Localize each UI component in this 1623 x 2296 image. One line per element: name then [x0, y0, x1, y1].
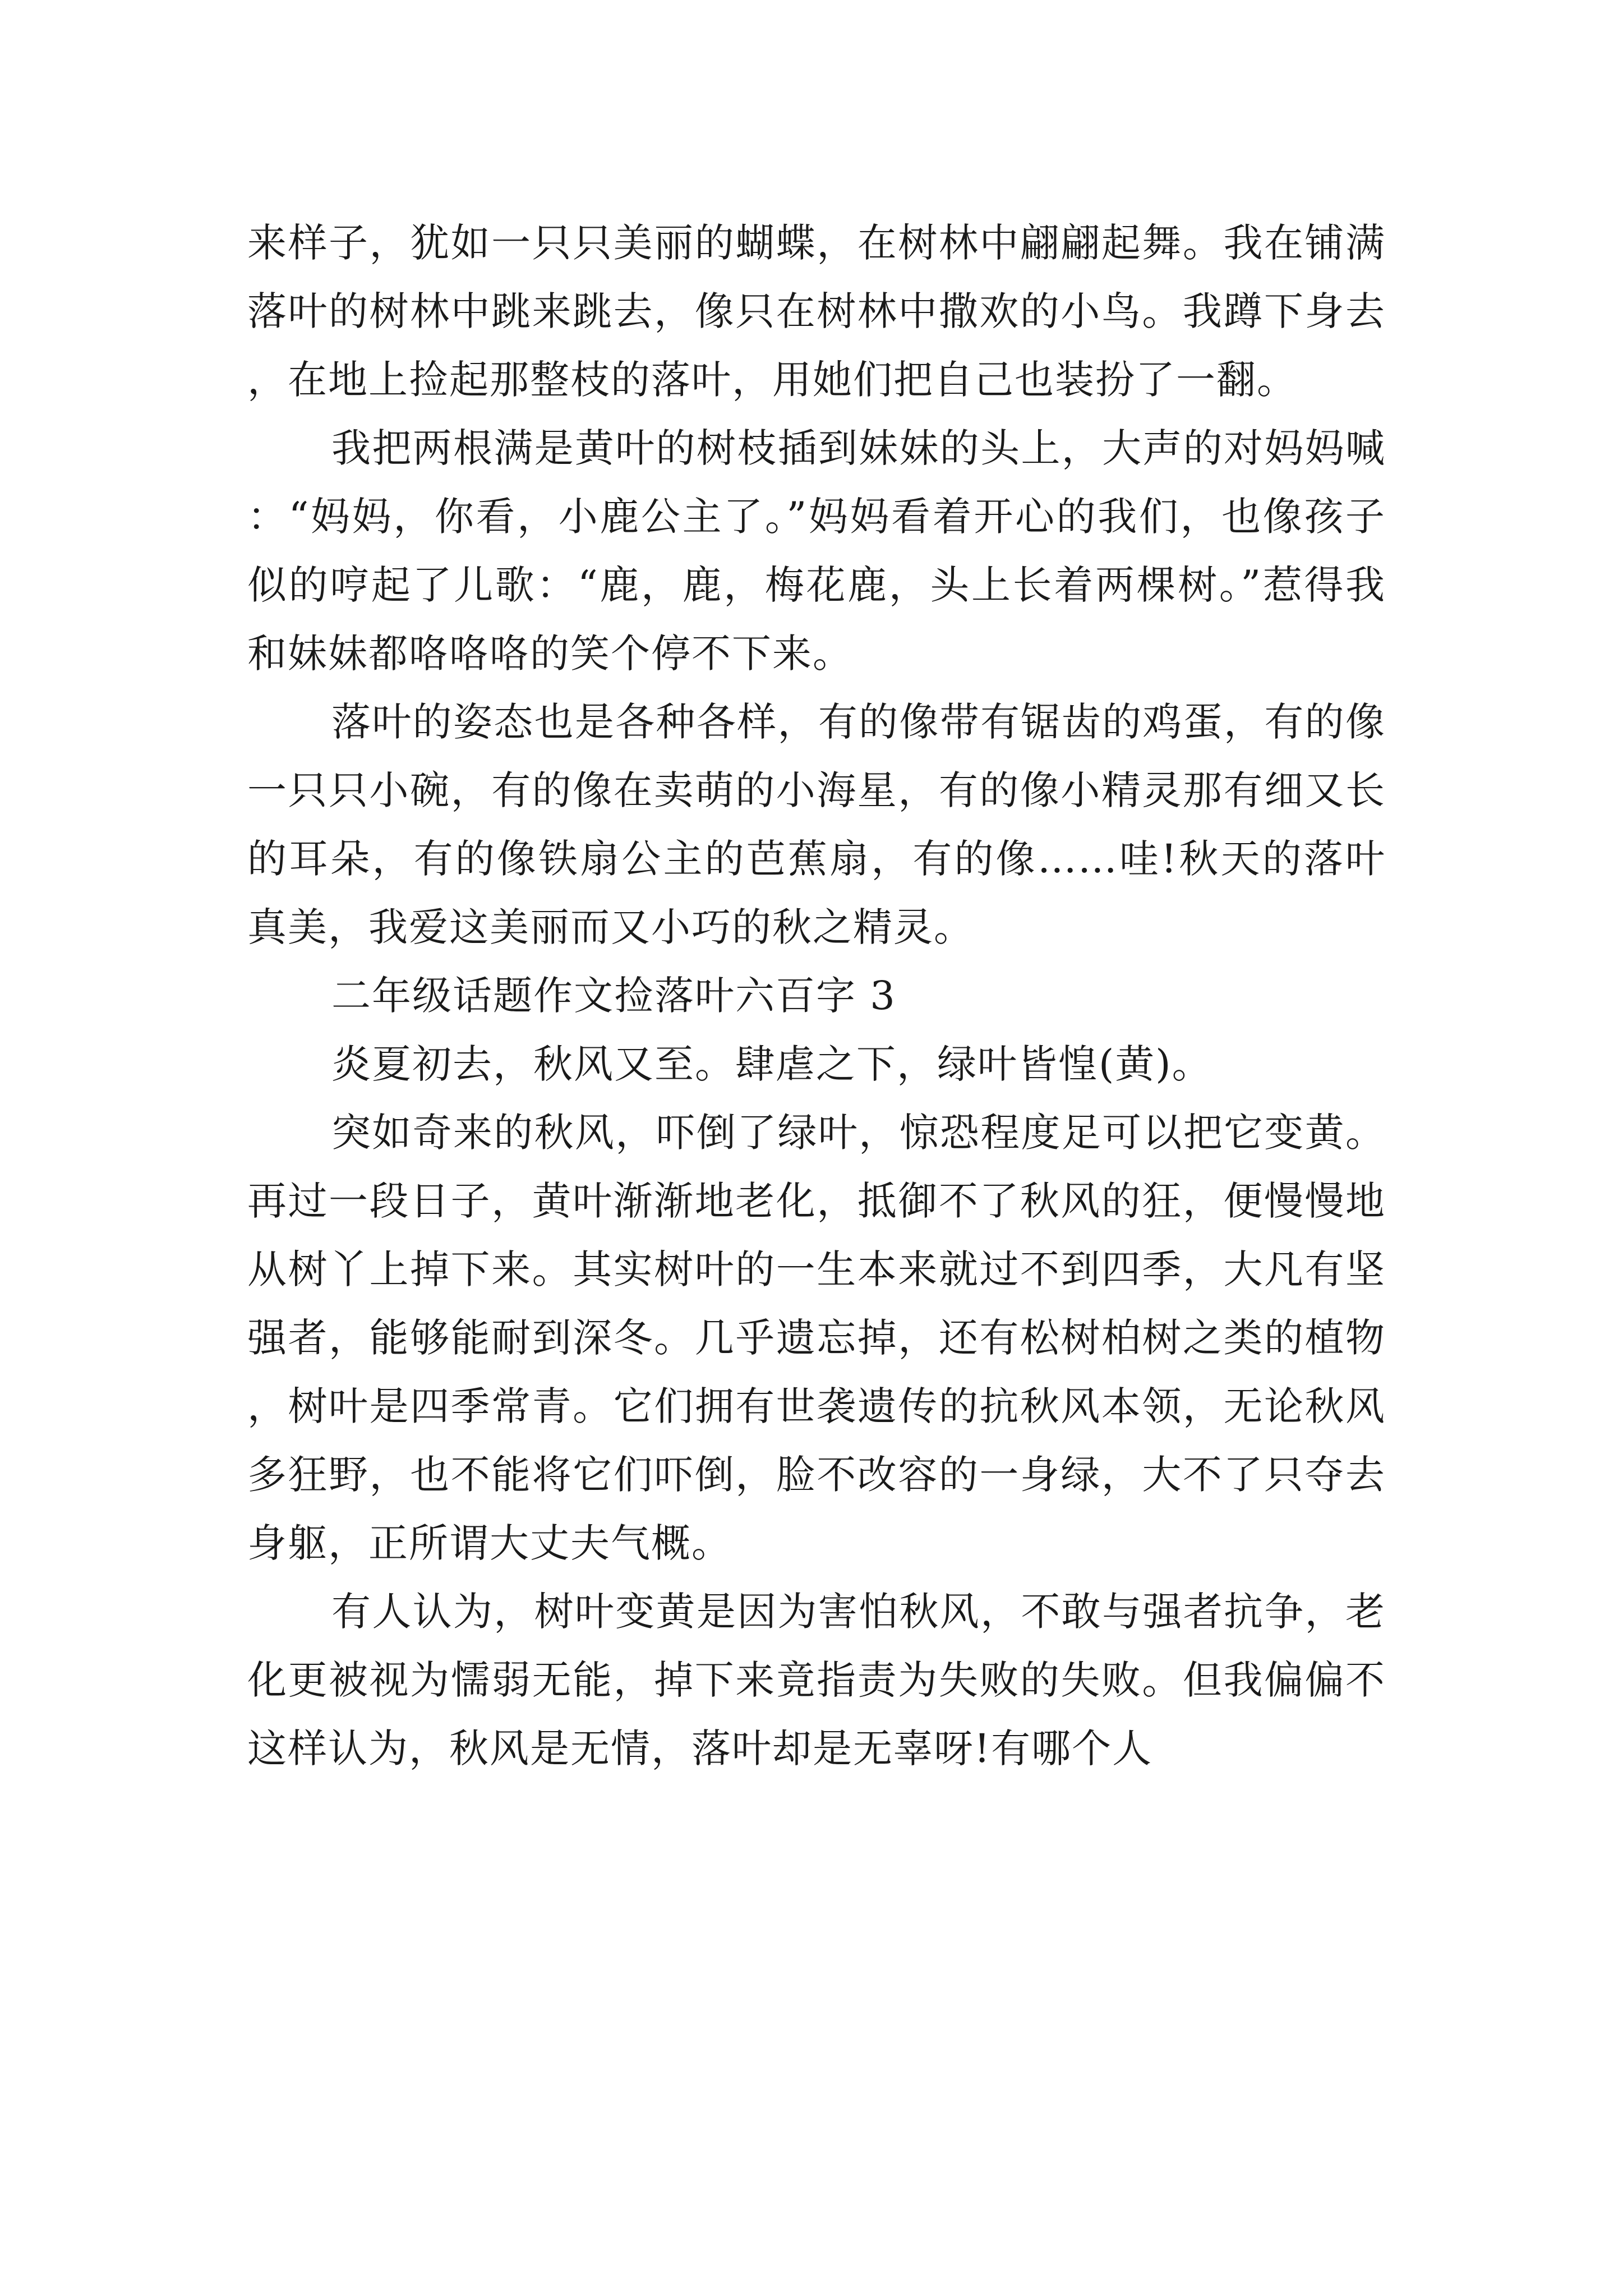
- paragraph-deer-princess: 我把两根满是黄叶的树枝插到妹妹的头上，大声的对妈妈喊：“妈妈，你看，小鹿公主了。”妈妈看着开心的我们，也像孩子似的哼起了儿歌：“鹿，鹿，梅花鹿，头上长着两棵树。”惹得我和妹妹都咯咯咯的笑个停不下来。: [247, 425, 1386, 677]
- document-body: [247, 209, 1386, 1783]
- section-title: 二年级话题作文捡落叶六百字 3: [331, 973, 896, 1019]
- paragraph-continuation: 来样子，犹如一只只美丽的蝴蝶，在树林中翩翩起舞。我在铺满落叶的树林中跳来跳去，像只在树林中撒欢的小鸟。我蹲下身去，在地上捡起那整枝的落叶，用她们把自己也装扮了一翻。: [247, 220, 1386, 403]
- paragraph-opinion: 有人认为，树叶变黄是因为害怕秋风，不敢与强者抗争，老化更被视为懦弱无能，掉下来竟指责为失败的失败。但我偏偏不这样认为，秋风是无情，落叶却是无辜呀!有哪个人: [247, 1589, 1386, 1772]
- paragraph-leaf-shapes: 落叶的姿态也是各种各样，有的像带有锯齿的鸡蛋，有的像一只只小碗，有的像在卖萌的小海星，有的像小精灵那有细又长的耳朵，有的像铁扇公主的芭蕉扇，有的像……哇!秋天的落叶真美，我爱这美丽而又小巧的秋之精灵。: [247, 699, 1386, 950]
- paragraph-autumn-wind: 突如奇来的秋风，吓倒了绿叶，惊恐程度足可以把它变黄。再过一段日子，黄叶渐渐地老化，抵御不了秋风的狂，便慢慢地从树丫上掉下来。其实树叶的一生本来就过不到四季，大凡有坚强者，能够能耐到深冬。几乎遗忘掉，还有松树柏树之类的植物，树叶是四季常青。它们拥有世袭遗传的抗秋风本领，无论秋风多狂野，也不能将它们吓倒，脸不改容的一身绿，大不了只夺去身躯，正所谓大丈夫气概。: [247, 1110, 1386, 1566]
- paragraph-autumn-arrives: 炎夏初去，秋风又至。肆虐之下，绿叶皆惶(黄)。: [331, 1041, 1212, 1087]
